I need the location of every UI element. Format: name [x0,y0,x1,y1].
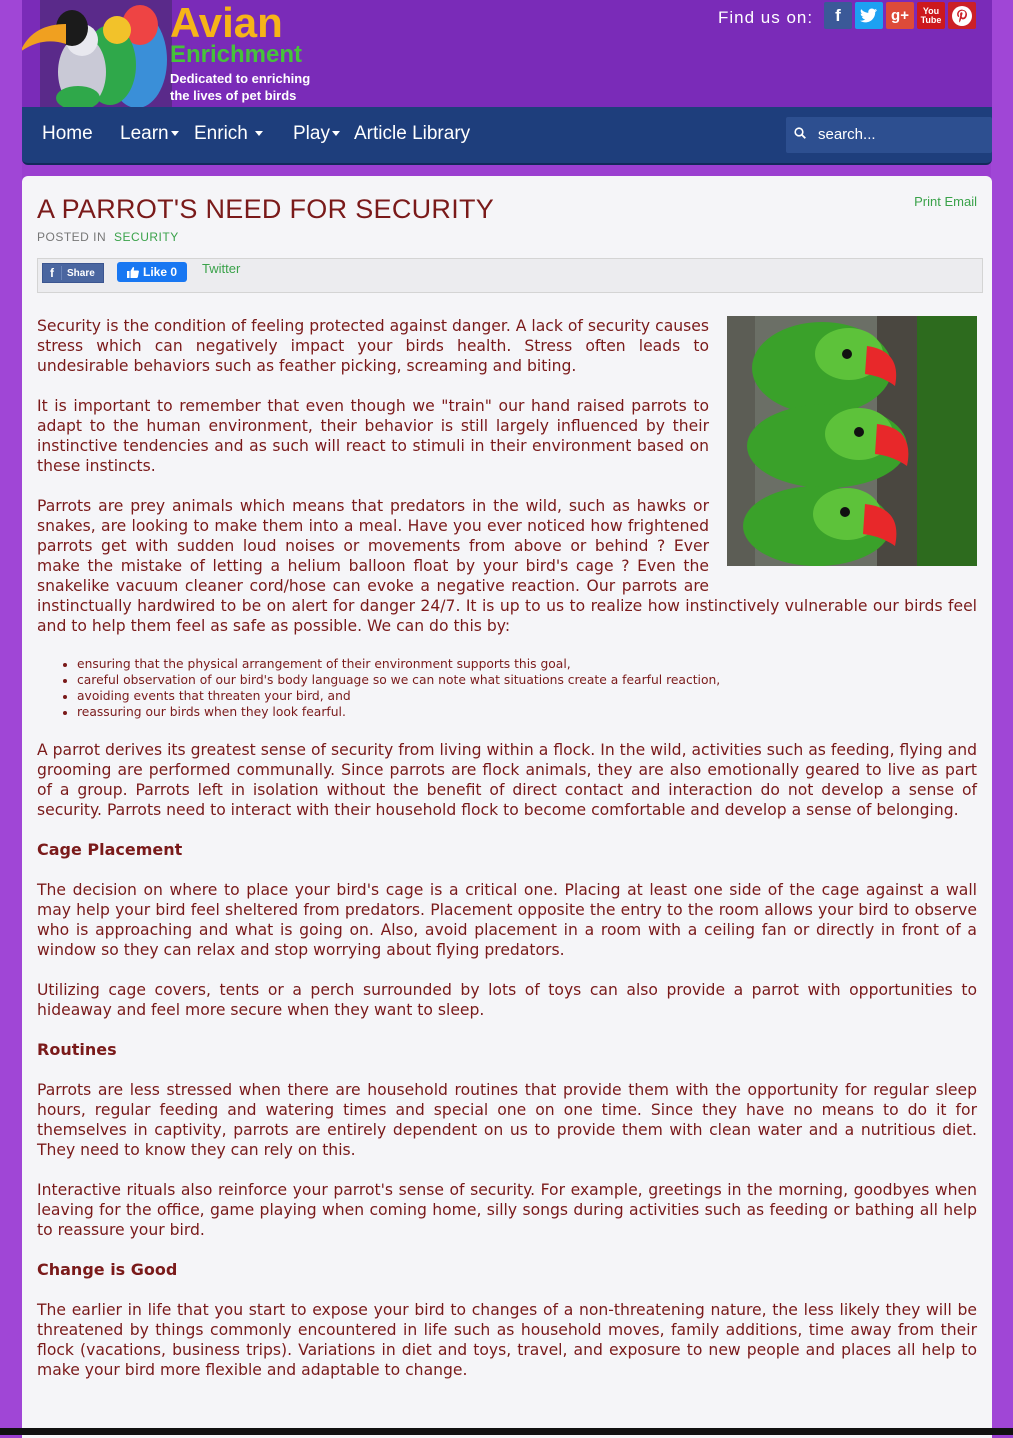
page-title: A PARROT'S NEED FOR SECURITY [37,194,495,224]
thumbs-up-icon [127,266,139,278]
brand-subtitle[interactable]: Enrichment [170,41,303,68]
intro-paragraph-1: Security is the condition of feeling protected against danger. A lack of security causes stress which can negatively impact your birds health. Stress often leads to undesirable behaviors such as feather picking, screaming and biting. [37,317,709,375]
facebook-share-button[interactable] [42,263,104,283]
intro-paragraph-2: It is important to remember that even though we "train" our hand raised parrots to adapt to the human environment, their behavior is still largely influenced by their instinctive tendencies and as such will react to stimuli in their environment based on these instincts. [37,397,709,475]
facebook-icon[interactable]: f [824,2,852,29]
parrots-logo-image[interactable] [22,0,172,107]
nav-learn-label: Learn [120,123,169,144]
facebook-like-label: Like 0 [142,265,178,279]
bottom-edge-bar [0,1428,1013,1435]
intro-paragraph-3: Parrots are prey animals which means that predators in the wild, such as hawks or snakes, are looking to make them into a meal. Have you ever noticed how frightened parrots get with sudden loud noises or movements from above or behind ? Ever make the mistake of letting a helium balloon float by your bird's cage ? Even the snakelike vacuum cleaner cord/hose can evoke a negative reaction. Our parrots are instinctually hardwired to be on alert for danger 24/7. It is up to us to realize how instinctively vulnerable our birds feel and to help them feel as safe as possible. We can do this by: [37,497,977,635]
search-icon [794,127,806,139]
site-header [22,0,992,107]
facebook-share-label: Share [67,267,95,279]
posted-in-label: POSTED IN [37,230,107,244]
chevron-down-icon [171,131,179,136]
routines-paragraph-1: Parrots are less stressed when there are household routines that provide them with the opportunity for regular sleep hours, regular feeding and watering times and special one on one time. Since they have no means to do it for themselves in captivity, parrots are entirely dependent on us to provide them with clean water and a nutritious diet. They need to know they can rely on this. [37,1081,977,1159]
nav-enrich-label: Enrich [194,123,248,144]
brand-title[interactable]: Avian [170,0,283,46]
main-navigation [22,107,992,165]
twitter-share-link[interactable]: Twitter [202,261,241,276]
nav-enrich[interactable] [194,123,263,145]
nav-article-library-label: Article Library [354,123,471,144]
article-container [22,176,992,1438]
facebook-like-button[interactable] [117,262,187,282]
posted-in [37,230,179,244]
section-heading-routines: Routines [37,1040,117,1059]
cage-paragraph-1: The decision on where to place your bird's cage is a critical one. Placing at least one side of the cage against a wall may help your bird feel sheltered from predators. Placement opposite the entry to the room allows your bird to observe who is approaching and what is going on. Also, avoid placement in a room with a ceiling fan or directly in front of a window so they can relax and stop worrying about flying predators. [37,881,977,959]
search-box [786,117,992,153]
list-item: • ensuring that the physical arrangement of their environment supports this goal, [77,656,977,672]
nav-learn[interactable] [120,123,179,145]
pinterest-icon[interactable] [948,2,976,29]
cage-paragraph-2: Utilizing cage covers, tents or a perch surrounded by lots of toys can also provide a parrot with opportunities to hideaway and feel more secure when they want to sleep. [37,981,977,1019]
nav-home[interactable] [42,123,93,145]
list-item: • avoiding events that threaten your bird, and [77,688,977,704]
security-list [37,656,977,720]
facebook-icon: f [43,266,62,280]
nav-home-label: Home [42,123,93,144]
page-margin-right [991,0,1013,1435]
nav-play[interactable] [293,123,340,145]
category-link[interactable]: SECURITY [114,230,179,244]
social-links [824,2,976,29]
flock-paragraph: A parrot derives its greatest sense of security from living within a flock. In the wild, activities such as feeding, flying and grooming are performed communally. Since parrots are flock animals, they are also emotionally geared to live as part of a group. Parrots left in isolation without the benefit of direct contact and interaction do not develop a sense of security. Parrots need to interact with their household flock to become comfortable and develop a sense of belonging. [37,741,977,819]
nav-article-library[interactable] [354,123,470,145]
change-paragraph-1: The earlier in life that you start to expose your bird to changes of a non-threatening nature, the less likely they will be threatened by things commonly encountered in life such as household moves, family additions, time away from their flock (vacations, business trips). Variations in diet and toys, travel, and exposure to new people and places all help to make your bird more flexible and adaptable to change. [37,1301,977,1379]
routines-paragraph-2: Interactive rituals also reinforce your parrot's sense of security. For example, greetings in the morning, goodbyes when leaving for the office, game playing when coming home, silly songs during activities such as feeding or bathing all help to reassure your bird. [37,1181,977,1239]
find-us-label: Find us on: [718,8,814,27]
chevron-down-icon [255,131,263,136]
section-heading-cage-placement: Cage Placement [37,840,183,859]
print-email-links[interactable]: Print Email [914,194,977,209]
google-plus-icon[interactable]: g+ [886,2,914,29]
nav-play-label: Play [293,123,330,144]
parrots-in-tree-photo [727,316,977,566]
list-item: • careful observation of our bird's body language so we can note what situations create a fearful reaction, [77,672,977,688]
article-body [37,316,977,1400]
twitter-icon[interactable] [855,2,883,29]
list-item: • reassuring our birds when they look fearful. [77,704,977,720]
chevron-down-icon [332,131,340,136]
share-bar [37,258,983,293]
page-margin-left [0,0,22,1435]
brand-tagline: Dedicated to enriching the lives of pet birds [170,71,311,103]
section-heading-change-is-good: Change is Good [37,1260,178,1279]
search-input[interactable] [816,125,990,144]
youtube-icon[interactable]: You Tube [917,2,945,29]
